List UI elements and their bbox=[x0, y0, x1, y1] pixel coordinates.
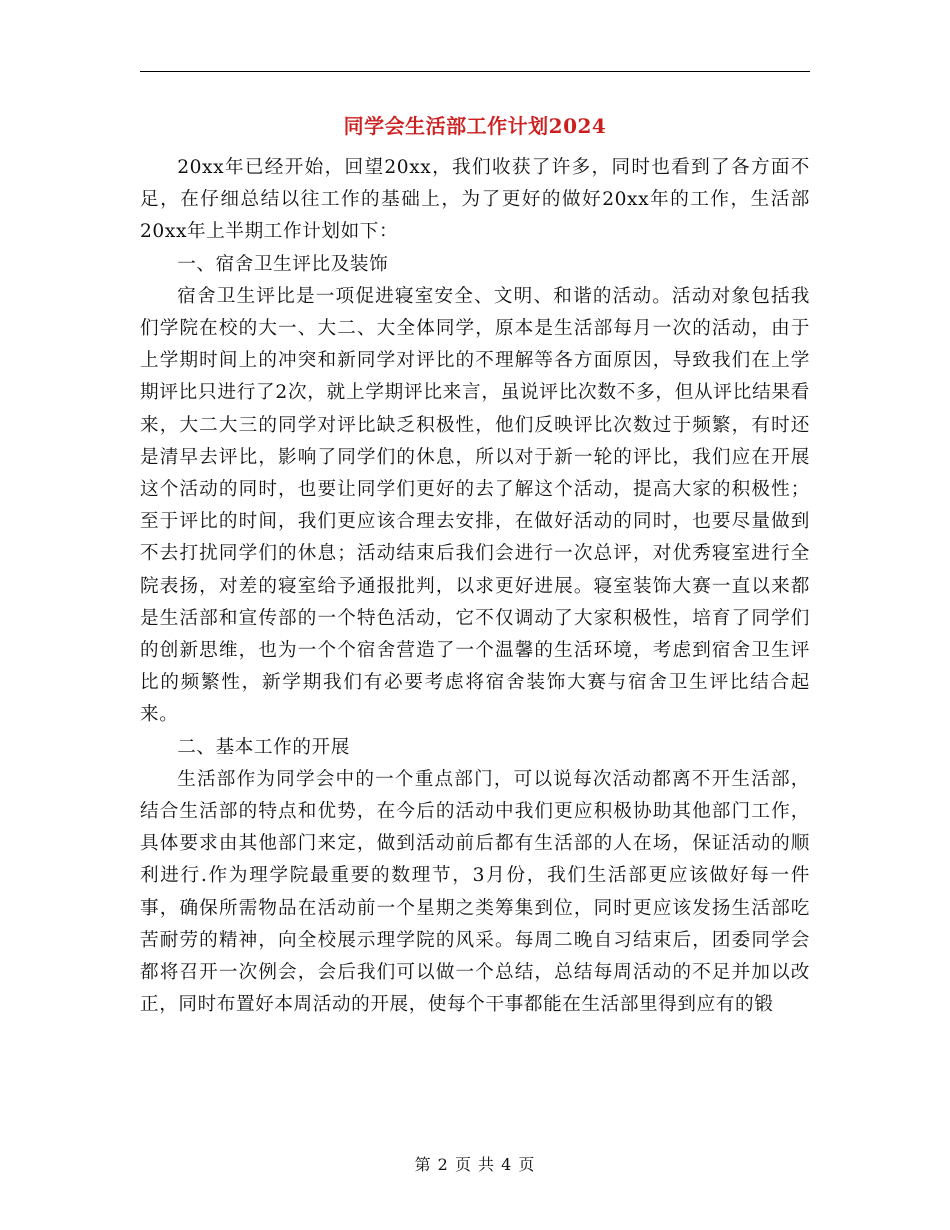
section-heading-dorm-hygiene: 一、宿舍卫生评比及装饰 bbox=[177, 253, 389, 275]
basic-work-paragraph: 生活部作为同学会中的一个重点部门，可以说每次活动都离不开生活部，结合生活部的特点和优势，在今后的活动中我们更应积极协助其他部门工作，具体要求由其他部门来定，做到活动前后都有生活部的人在场，保证活动的顺利进行.作为理学院最重要的数理节，3月份，我们生活部更应该做好每一件事，确保所需物品在活动前一个星期之类筹集到位，同时更应该发扬生活部吃苦耐劳的精神，向全校展示理学院的风采。每周二晚自习结束后，团委同学会都将召开一次例会，会后我们可以做一个总结，总结每周活动的不足并加以改正，同时布置好本周活动的开展，使每个干事都能在生活部里得到应有的锻 bbox=[140, 768, 810, 1016]
header-rule bbox=[140, 71, 810, 72]
dorm-hygiene-paragraph: 宿舍卫生评比是一项促进寝室安全、文明、和谐的活动。活动对象包括我们学院在校的大一、大二、大全体同学，原本是生活部每月一次的活动，由于上学期时间上的冲突和新同学对评比的不理解等各方面原因，导致我们在上学期评比只进行了2次，就上学期评比来言，虽说评比次数不多，但从评比结果看来，大二大三的同学对评比缺乏积极性，他们反映评比次数过于频繁，有时还是清早去评比，影响了同学们的休息，所以对于新一轮的评比，我们应在开展这个活动的同时，也要让同学们更好的去了解这个活动，提高大家的积极性；至于评比的时间，我们更应该合理去安排，在做好活动的同时，也要尽量做到不去打扰同学们的休息；活动结束后我们会进行一次总评，对优秀寝室进行全院表扬，对差的寝室给予通报批判，以求更好进展。寝室装饰大赛一直以来都是生活部和宣传部的一个特色活动，它不仅调动了大家积极性，培育了同学们的创新思维，也为一个个宿舍营造了一个温馨的生活环境，考虑到宿舍卫生评比的频繁性，新学期我们有必要考虑将宿舍装饰大赛与宿舍卫生评比结合起来。 bbox=[140, 285, 810, 726]
intro-paragraph: 20xx年已经开始，回望20xx，我们收获了许多，同时也看到了各方面不足，在仔细总结以往工作的基础上，为了更好的做好20xx年的工作，生活部20xx年上半期工作计划如下： bbox=[140, 157, 810, 243]
document-title: 同学会生活部工作计划2024 bbox=[343, 114, 607, 138]
document-body bbox=[140, 152, 810, 1021]
section-heading-basic-work: 二、基本工作的开展 bbox=[177, 736, 350, 758]
page-footer: 第 2 页 共 4 页 bbox=[414, 1155, 536, 1174]
